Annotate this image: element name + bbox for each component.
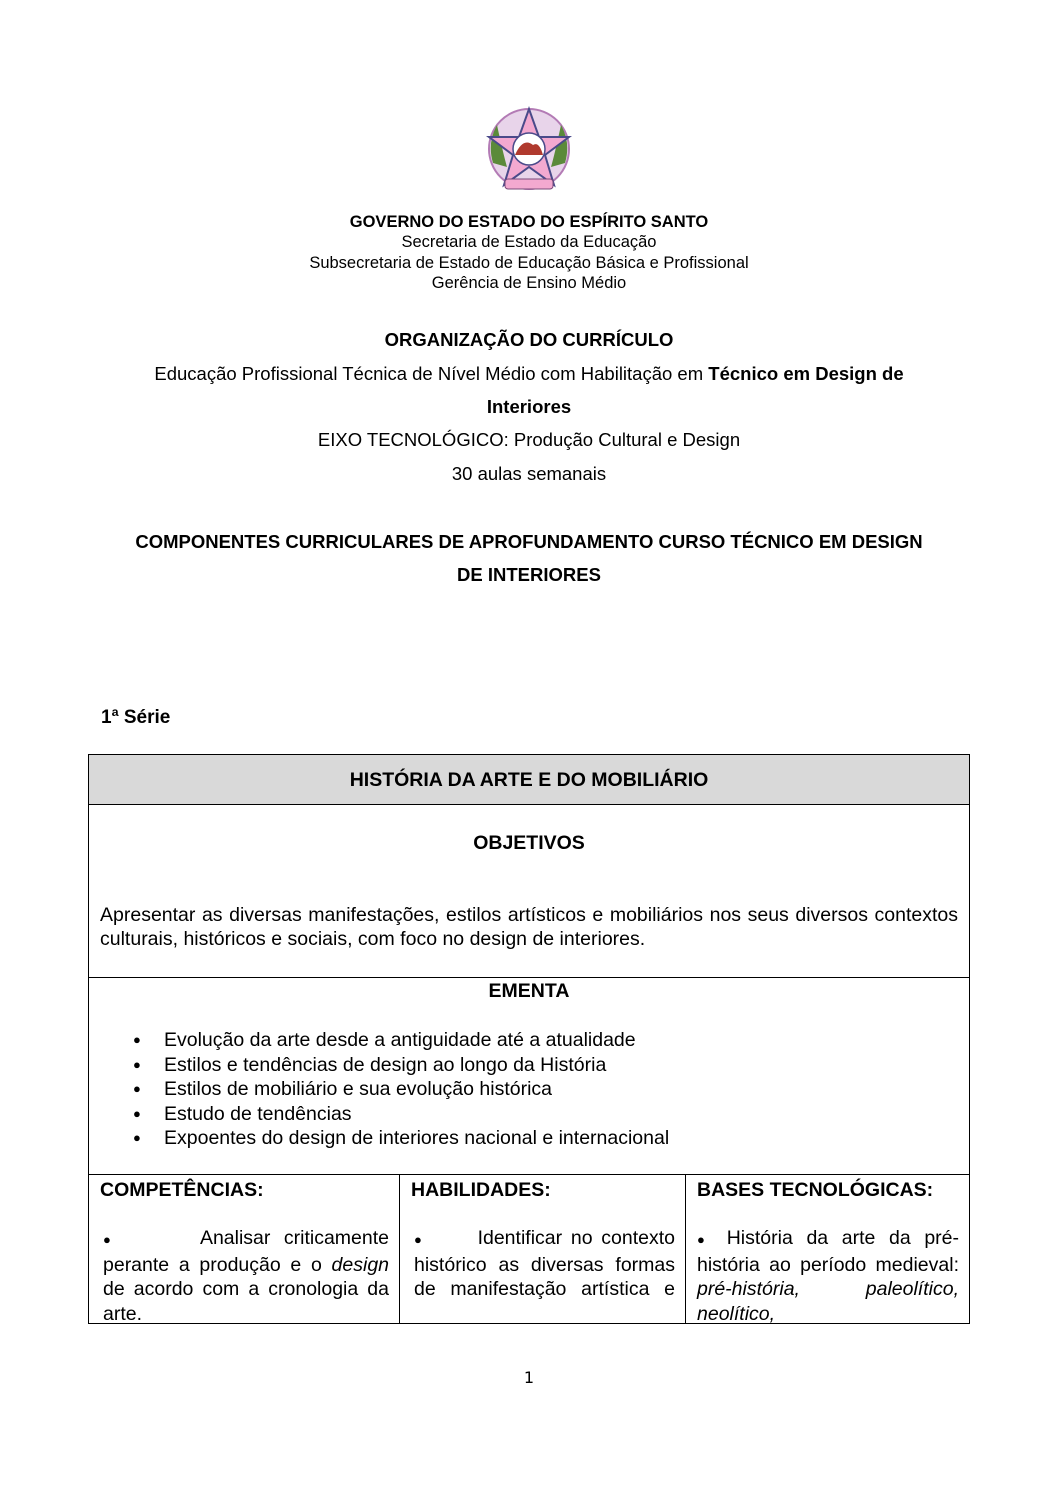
organization-title: ORGANIZAÇÃO DO CURRÍCULO	[384, 329, 674, 350]
ementa-item: ● Estilos de mobiliário e sua evolução histórica	[133, 1077, 669, 1102]
eixo-tecnologico: EIXO TECNOLÓGICO: Produção Cultural e Design	[317, 429, 741, 450]
ementa-item: ● Estilos e tendências de design ao longo da História	[133, 1053, 669, 1078]
habilidades-column	[400, 1175, 686, 1323]
serie-heading: 1ª Série	[101, 707, 171, 728]
competencias-text: ● Analisar criticamente perante a produção e o design de acordo com a cronologia da arte.	[103, 1227, 390, 1325]
ementa-item: ● Evolução da arte desde a antiguidade até a atualidade	[133, 1028, 669, 1053]
competencias-column	[89, 1175, 400, 1323]
habilidades-text: ● Identificar no contexto histórico as diversas formas de manifestação artística e	[414, 1227, 675, 1300]
bullet-icon: ●	[697, 1232, 714, 1247]
ementa-item: ● Expoentes do design de interiores nacional e internacional	[133, 1126, 669, 1151]
course-description	[0, 363, 1058, 385]
government-title: GOVERNO DO ESTADO DO ESPÍRITO SANTO	[349, 213, 709, 231]
weekly-classes: 30 aulas semanais	[451, 463, 607, 484]
bullet-icon: ●	[414, 1232, 426, 1247]
bases-title: BASES TECNOLÓGICAS:	[697, 1179, 934, 1201]
objetivos-title: OBJETIVOS	[473, 832, 585, 854]
habilidades-title: HABILIDADES:	[411, 1179, 551, 1201]
ementa-section	[89, 978, 969, 1175]
gerencia-line: Gerência de Ensino Médio	[431, 274, 627, 292]
competencias-title: COMPETÊNCIAS:	[100, 1179, 264, 1201]
objetivos-text: Apresentar as diversas manifestações, estilos artísticos e mobiliários nos seus diversos contextos culturais, históricos e sociais, com foco no design de interiores.	[100, 904, 958, 950]
course-prefix: Educação Profissional Técnica de Nível Médio com Habilitação em	[154, 363, 709, 384]
objetivos-section	[89, 805, 969, 978]
coat-of-arms-icon	[483, 103, 575, 195]
ementa-title: EMENTA	[488, 980, 570, 1002]
ementa-item: ● Estudo de tendências	[133, 1102, 669, 1127]
page-number: 1	[523, 1368, 535, 1387]
course-name-line1: Técnico em Design de	[708, 363, 904, 384]
subsecretaria-line: Subsecretaria de Estado de Educação Básica e Profissional	[309, 254, 749, 272]
columns-section	[89, 1175, 969, 1323]
bullet-icon: ●	[103, 1232, 119, 1247]
components-title-line1: COMPONENTES CURRICULARES DE APROFUNDAMENTO CURSO TÉCNICO EM DESIGN	[135, 531, 923, 552]
bases-text: ● História da arte da pré-história ao período medieval: pré-história, paleolítico, neolítico,	[697, 1227, 960, 1325]
bases-column	[686, 1175, 969, 1323]
curriculum-table	[88, 754, 970, 1324]
subject-header: HISTÓRIA DA ARTE E DO MOBILIÁRIO	[89, 755, 969, 805]
ementa-list	[133, 1028, 669, 1151]
components-title-line2: DE INTERIORES	[457, 564, 601, 585]
course-name-line2: Interiores	[486, 396, 572, 417]
secretaria-line: Secretaria de Estado da Educação	[401, 233, 657, 251]
